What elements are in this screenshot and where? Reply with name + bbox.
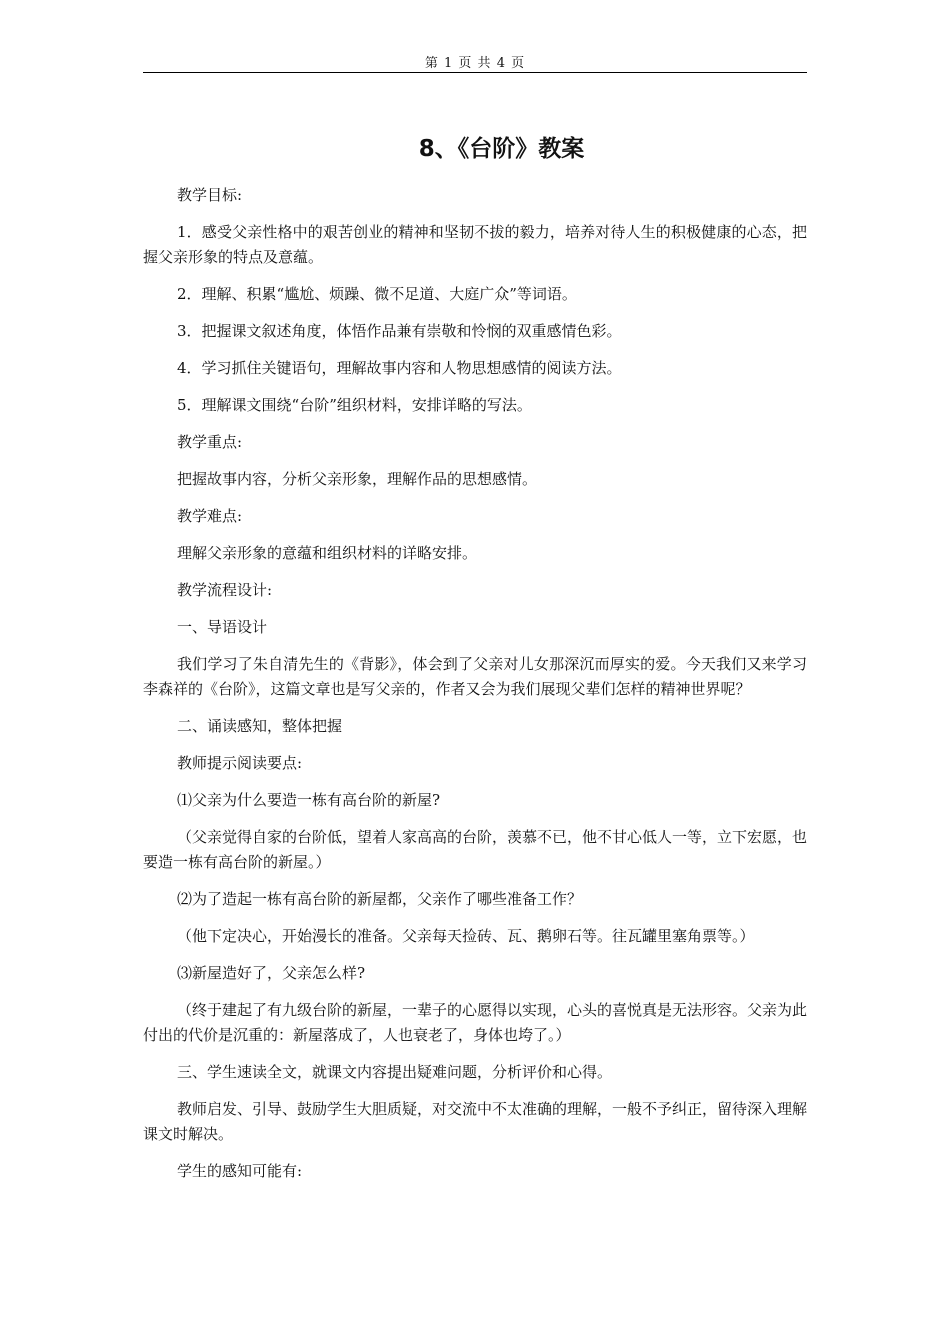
question-3: ⑶新屋造好了，父亲怎么样?: [177, 964, 366, 982]
goal-item-1: 1．感受父亲性格中的艰苦创业的精神和坚韧不拔的毅力，培养对待人生的积极健康的心态，把握父亲形象的特点及意蕴。: [143, 223, 807, 266]
section-3-heading: 三、学生速读全文，就课文内容提出疑难问题，分析评价和心得。: [177, 1063, 613, 1081]
goal-item-3: 3．把握课文叙述角度，体悟作品兼有崇敬和怜悯的双重感情色彩。: [177, 322, 622, 340]
answer-1: （父亲觉得自家的台阶低，望着人家高高的台阶，羡慕不已，他不甘心低人一等，立下宏愿，也要造一栋有高台阶的新屋。）: [143, 828, 808, 871]
goal-item-4: 4．学习抓住关键语句，理解故事内容和人物思想感情的阅读方法。: [177, 359, 622, 377]
question-2: ⑵为了造起一栋有高台阶的新屋都，父亲作了哪些准备工作？: [177, 890, 583, 908]
difficult-points-text: 理解父亲形象的意蕴和组织材料的详略安排。: [177, 544, 478, 562]
document-title: 8、《台阶》教案: [418, 136, 585, 162]
page-header: 第 1 页 共 4 页: [424, 56, 526, 71]
student-perception-intro: 学生的感知可能有:: [177, 1162, 303, 1180]
section-1-text: 我们学习了朱自清先生的《背影》，体会到了父亲对儿女那深沉而厚实的爱。今天我们又来学习李森祥的《台阶》，这篇文章也是写父亲的，作者又会为我们展现父辈们怎样的精神世界呢？: [143, 655, 807, 698]
answer-3: （终于建起了有九级台阶的新屋，一辈子的心愿得以实现，心头的喜悦真是无法形容。父亲为此付出的代价是沉重的：新屋落成了，人也衰老了，身体也垮了。）: [143, 1001, 808, 1044]
section-2-heading: 二、诵读感知，整体把握: [177, 717, 343, 735]
goal-item-5: 5．理解课文围绕“台阶”组织材料，安排详略的写法。: [177, 396, 532, 414]
question-1: ⑴父亲为什么要造一栋有高台阶的新屋?: [177, 791, 441, 809]
document-body: [143, 183, 807, 1196]
reading-points-intro: 教师提示阅读要点:: [177, 754, 303, 772]
key-points-text: 把握故事内容，分析父亲形象，理解作品的思想感情。: [177, 470, 538, 488]
goal-item-2: 2．理解、积累“尴尬、烦躁、微不足道、大庭广众”等词语。: [177, 285, 577, 303]
heading-difficult-points: 教学难点:: [177, 507, 243, 525]
heading-key-points: 教学重点:: [177, 433, 243, 451]
heading-teaching-goals: 教学目标:: [177, 186, 243, 204]
answer-2: （他下定决心，开始漫长的准备。父亲每天捡砖、瓦、鹅卵石等。往瓦罐里塞角票等。）: [177, 927, 755, 945]
heading-process-design: 教学流程设计:: [177, 581, 273, 599]
section-3-text: 教师启发、引导、鼓励学生大胆质疑，对交流中不太准确的理解，一般不予纠正，留待深入理解课文时解决。: [143, 1100, 808, 1143]
header-divider: [143, 72, 807, 73]
section-1-heading: 一、导语设计: [177, 618, 268, 636]
